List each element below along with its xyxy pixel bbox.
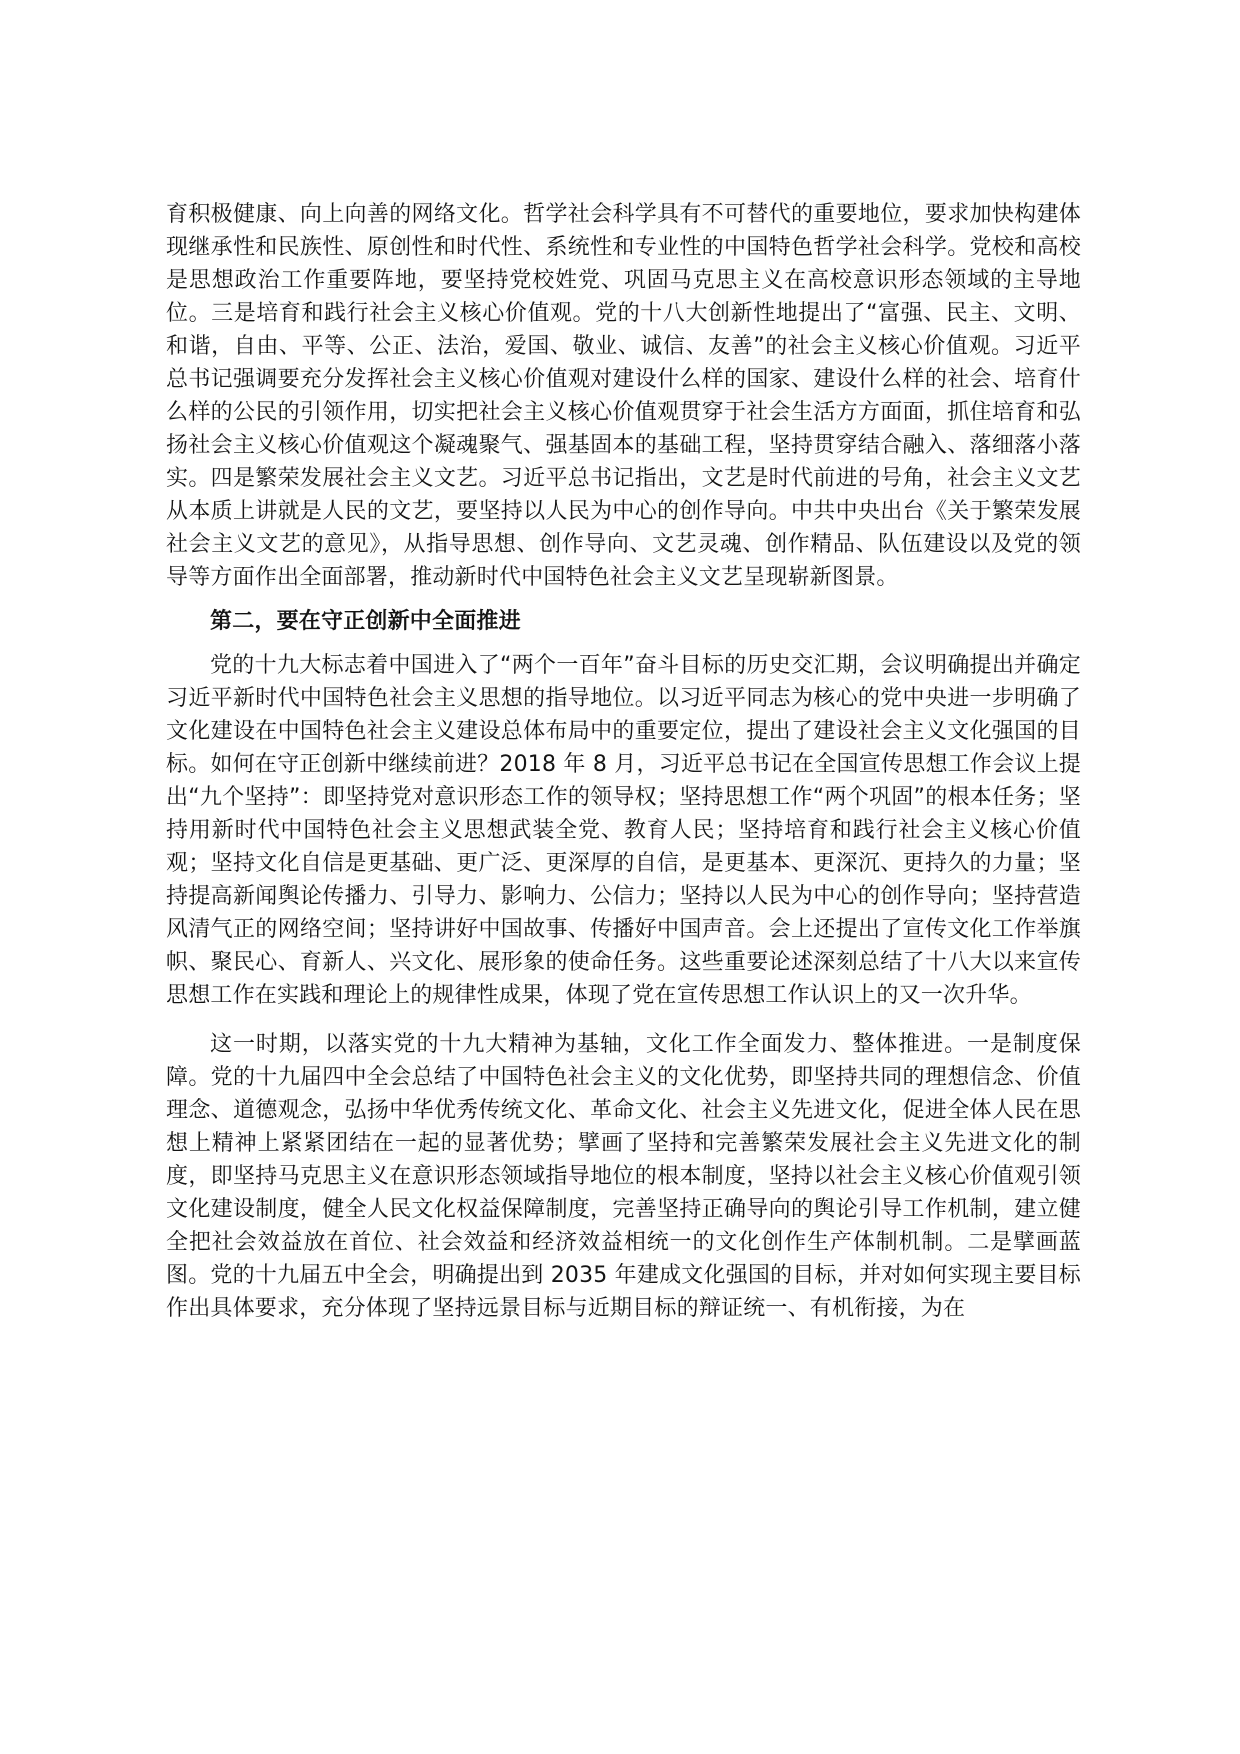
section-heading: 第二，要在守正创新中全面推进: [210, 609, 521, 634]
document-page: [166, 198, 1081, 1325]
paragraph-culture-values: 育积极健康、向上向善的网络文化。哲学社会科学具有不可替代的重要地位，要求加快构建体现继承性和民族性、原创性和时代性、系统性和专业性的中国特色哲学社会科学。党校和高校是思想政治工作重要阵地，要坚持党校姓党、巩固马克思主义在高校意识形态领域的主导地位。三是培育和践行社会主义核心价值观。党的十八大创新性地提出了“富强、民主、文明、和谐，自由、平等、公正、法治，爱国、敬业、诚信、友善”的社会主义核心价值观。习近平总书记强调要充分发挥社会主义核心价值观对建设什么样的国家、建设什么样的社会、培育什么样的公民的引领作用，切实把社会主义核心价值观贯穿于社会生活方方面面，抓住培育和弘扬社会主义核心价值观这个凝魂聚气、强基固本的基础工程，坚持贯穿结合融入、落细落小落实。四是繁荣发展社会主义文艺。习近平总书记指出，文艺是时代前进的号角，社会主义文艺从本质上讲就是人民的文艺，要坚持以人民为中心的创作导向。中共中央出台《关于繁荣发展社会主义文艺的意见》，从指导思想、创作导向、文艺灵魂、创作精品、队伍建设以及党的领导等方面作出全面部署，推动新时代中国特色社会主义文艺呈现崭新图景。: [166, 202, 1081, 590]
paragraph-gap: [166, 1012, 1081, 1028]
paragraph-institutional-guarantee: 这一时期，以落实党的十九大精神为基轴，文化工作全面发力、整体推进。一是制度保障。党的十九届四中全会总结了中国特色社会主义的文化优势，即坚持共同的理想信念、价值理念、道德观念，弘扬中华优秀传统文化、革命文化、社会主义先进文化，促进全体人民在思想上精神上紧紧团结在一起的显著优势；擘画了坚持和完善繁荣发展社会主义先进文化的制度，即坚持马克思主义在意识形态领域指导地位的根本制度，坚持以社会主义核心价值观引领文化建设制度，健全人民文化权益保障制度，完善坚持正确导向的舆论引导工作机制，建立健全把社会效益放在首位、社会效益和经济效益相统一的文化创作生产体制机制。二是擘画蓝图。党的十九届五中全会，明确提出到 2035 年建成文化强国的目标，并对如何实现主要目标作出具体要求，充分体现了坚持远景目标与近期目标的辩证统一、有机衔接，为在: [166, 1032, 1081, 1321]
paragraph-nineteenth-congress: 党的十九大标志着中国进入了“两个一百年”奋斗目标的历史交汇期，会议明确提出并确定习近平新时代中国特色社会主义思想的指导地位。以习近平同志为核心的党中央进一步明确了文化建设在中国特色社会主义建设总体布局中的重要定位，提出了建设社会主义文化强国的目标。如何在守正创新中继续前进？2018 年 8 月，习近平总书记在全国宣传思想工作会议上提出“九个坚持”：即坚持党对意识形态工作的领导权；坚持思想工作“两个巩固”的根本任务；坚持用新时代中国特色社会主义思想武装全党、教育人民；坚持培育和践行社会主义核心价值观；坚持文化自信是更基础、更广泛、更深厚的自信，是更基本、更深沉、更持久的力量；坚持提高新闻舆论传播力、引导力、影响力、公信力；坚持以人民为中心的创作导向；坚持营造风清气正的网络空间；坚持讲好中国故事、传播好中国声音。会上还提出了宣传文化工作举旗帜、聚民心、育新人、兴文化、展形象的使命任务。这些重要论述深刻总结了十八大以来宣传思想工作在实践和理论上的规律性成果，体现了党在宣传思想工作认识上的又一次升华。: [166, 653, 1081, 1008]
